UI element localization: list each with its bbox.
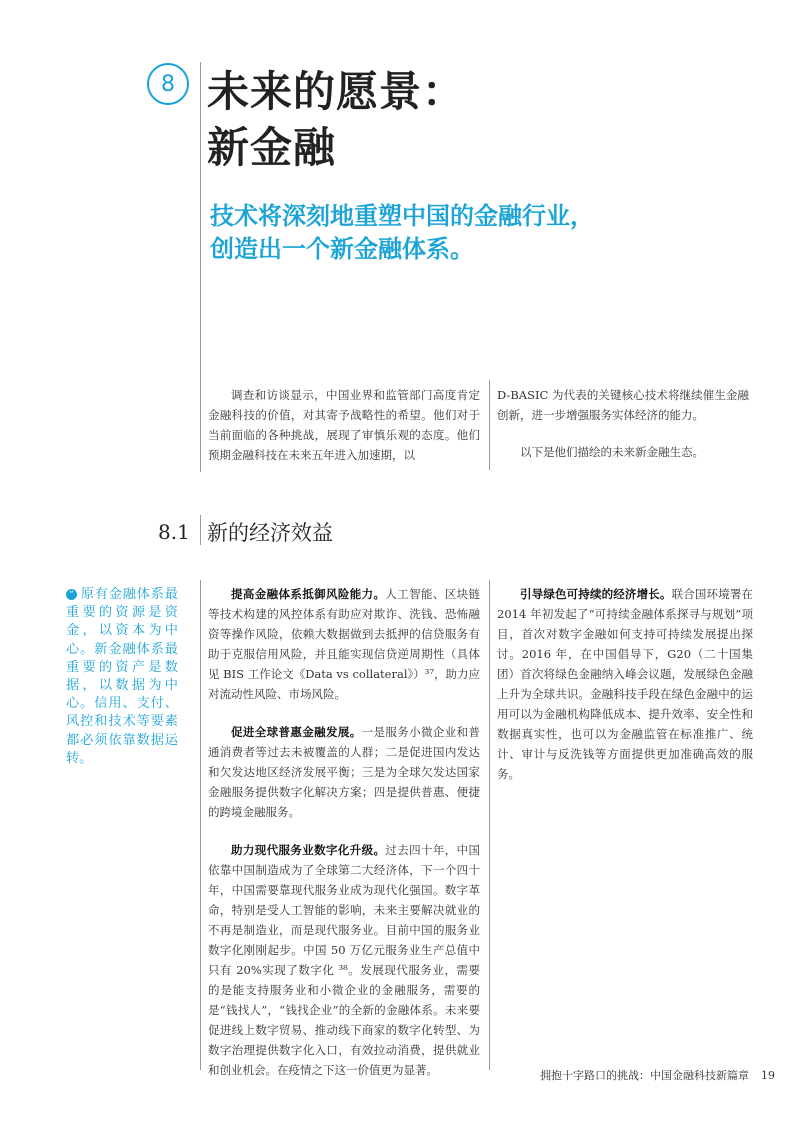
body-paragraph-risk (208, 584, 480, 704)
pull-quote-text: 原有金融体系最重要的资源是资金，以资本为中心。新金融体系最重要的资产是数据，以数据为中心。信用、支付、风控和技术等要素都必须依靠数据运转。 (66, 587, 178, 766)
section-divider-line (200, 515, 201, 545)
body-paragraph-green (497, 584, 753, 784)
title-divider-line (200, 62, 201, 472)
chapter-title-line1: 未来的愿景： (207, 67, 466, 116)
section-title: 新的经济效益 (207, 521, 333, 545)
body-left-divider (200, 580, 201, 1070)
chapter-title (207, 64, 627, 176)
pull-quote (66, 586, 178, 768)
chapter-subtitle (210, 200, 710, 266)
right-column (497, 584, 753, 784)
paragraph-text: 人工智能、区块链等技术构建的风控体系有助应对欺诈、洗钱、恐怖融资等操作风险，依赖大数据做到去抵押的信贷服务有助于克服信用风险，并且能实现信贷逆周期性（具体见 BIS 工作论文《Data vs collateral》）³⁷，助力应对流动性风险、市场风险。 (208, 587, 480, 701)
paragraph-lead: 引导绿色可持续的经济增长。 (520, 587, 672, 601)
paragraph-text: 联合国环境署在 2014 年初发起了“可持续金融体系探寻与规划”项目，首次对数字金融如何支持可持续发展提出探讨。2016 年，在中国倡导下，G20（二十国集团）首次将绿色金融纳入峰会议题，发展绿色金融上升为全球共识。金融科技手段在绿色金融中的运用可以为金融机构降低成本、提升效率、安全性和数据真实性，也可以为金融监管在标准推广、统计、审计与反洗钱等方面提供更加准确高效的服务。 (497, 587, 754, 781)
paragraph-text: 过去四十年，中国依靠中国制造成为了全球第二大经济体，下一个四十年，中国需要靠现代服务业成为现代化强国。数字革命，特别是受人工智能的影响，未来主要解决就业的不再是制造业，而是现代服务业。目前中国的服务业数字化刚刚起步。中国 50 万亿元服务业生产总值中只有 20%实现了数字化 ³⁸。发展现代服务业，需要的是能支持服务业和小微企业的金融服务，需要的是“钱找人”，“钱找企业”的全新的金融体系。未来要促进线上数字贸易、推动线下商家的数字化转型、为数字治理提供数字化入口，有效拉动消费，提供就业和创业机会。在疫情之下这一价值更为显著。 (208, 843, 480, 1077)
chapter-subtitle-line1: 技术将深刻地重塑中国的金融行业， (210, 202, 594, 230)
paragraph-lead: 促进全球普惠金融发展。 (231, 725, 362, 739)
chapter-subtitle-line2: 创造出一个新金融体系。 (210, 235, 474, 263)
paragraph-text: 一是服务小微企业和普通消费者等过去未被覆盖的人群；二是促进国内发达和欠发达地区经济发展平衡；三是为全球欠发达国家金融服务提供数字化解决方案；四是提供普惠、便捷的跨境金融服务。 (208, 725, 480, 819)
intro-column-divider (489, 380, 490, 470)
paragraph-lead: 助力现代服务业数字化升级。 (231, 843, 386, 857)
intro-paragraph-right-2: 以下是他们描绘的未来新金融生态。 (520, 445, 704, 459)
left-column (208, 584, 480, 1080)
body-paragraph-services (208, 840, 480, 1080)
intro-paragraph-left: 调查和访谈显示，中国业界和监管部门高度肯定金融科技的价值，对其寄予战略性的希望。他们对于当前面临的各种挑战，展现了审慎乐观的态度。他们预期金融科技在未来五年进入加速期，以 (208, 388, 480, 462)
quote-icon: “ (66, 589, 77, 600)
page-footer (540, 1067, 775, 1083)
chapter-title-line2: 新金融 (207, 123, 337, 172)
intro-paragraph-right-1: D-BASIC 为代表的关键核心技术将继续催生金融创新，进一步增强服务实体经济的能力。 (497, 388, 749, 422)
section-number: 8.1 (158, 520, 190, 544)
body-column-divider (489, 580, 490, 1070)
chapter-number-badge (147, 63, 189, 105)
footer-title: 拥抱十字路口的挑战：中国金融科技新篇章 (540, 1069, 749, 1082)
chapter-number: 8 (161, 71, 175, 97)
body-paragraph-inclusion (208, 722, 480, 822)
paragraph-lead: 提高金融体系抵御风险能力。 (231, 587, 386, 601)
page-number: 19 (761, 1069, 775, 1082)
